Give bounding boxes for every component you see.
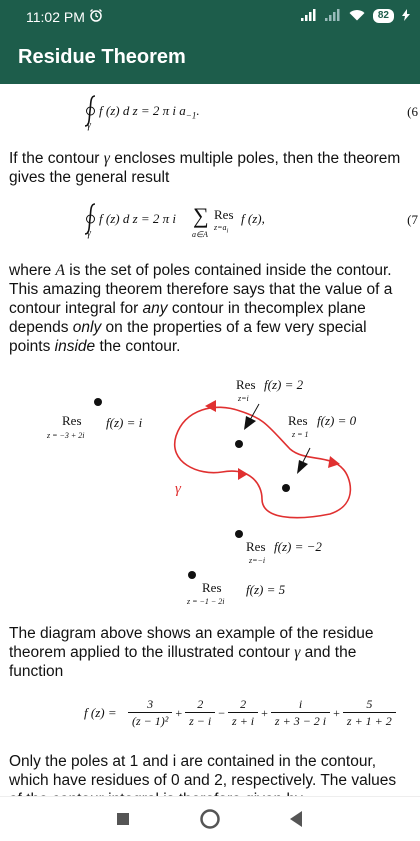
page-title: Residue Theorem <box>18 46 186 68</box>
eq3-denominator-0: (z − 1)² <box>132 714 169 728</box>
p1-pre: If the contour <box>9 150 104 167</box>
eq3-fraction-0 <box>130 697 170 729</box>
eq3-fraction-1 <box>187 697 213 729</box>
eq3-terms <box>130 688 394 738</box>
p2-only: only <box>72 319 102 336</box>
eq2-sum-sub: a∈A <box>192 230 208 239</box>
eq3-sign-3: + <box>261 705 268 720</box>
pointer-arrow-1 <box>297 460 308 474</box>
eq3-sign-4: + <box>333 705 340 720</box>
p2-c: contour in thecomplex plane depends <box>9 300 366 336</box>
residue-diagram <box>0 364 420 624</box>
res-minus-i-expr: f(z) = −2 <box>274 539 322 554</box>
signal-icon <box>301 8 317 24</box>
p2-b: is the set of poles contained inside the contour. This amazing theorem therefore says that the value of a contour integral for <box>9 262 393 317</box>
eq1-gamma: γ <box>87 120 91 131</box>
pole-1 <box>282 484 290 492</box>
p3-gamma: γ <box>294 644 301 661</box>
eq3-numerator-1: 2 <box>185 697 215 713</box>
eq3-fraction-2 <box>230 697 256 729</box>
eq1-body-text: f (z) d z = 2 π i a <box>99 103 186 118</box>
eq2-res-sub-i: i <box>226 227 229 235</box>
p3-post: and the function <box>9 644 357 680</box>
p2-inside: inside <box>54 338 96 355</box>
home-button[interactable] <box>199 808 221 835</box>
eq1-end: . <box>196 103 200 118</box>
eq3-denominator-3: z + 3 − 2 i <box>274 714 327 728</box>
equation-3 <box>0 688 420 738</box>
eq2-res: Res <box>214 207 234 222</box>
p2-any: any <box>142 300 168 317</box>
battery-badge: 82 <box>373 9 394 23</box>
status-bar <box>0 0 420 36</box>
eq2-sum: ∑ <box>193 203 209 228</box>
eq3-fraction-3 <box>273 697 328 729</box>
navigation-bar <box>0 796 420 841</box>
gamma-label: γ <box>175 481 181 497</box>
res-b-sub: z = −1 − 2i <box>187 597 225 606</box>
article-content[interactable] <box>0 84 420 796</box>
paragraph-1 <box>9 149 411 187</box>
eq3-numerator-0: 3 <box>128 697 172 713</box>
eq2-body: f (z) d z = 2 π i <box>99 211 177 226</box>
eq3-denominator-1: z − i <box>189 714 212 728</box>
eq2-res-sub-text: z=a <box>214 223 227 232</box>
res-i-sub: z=i <box>238 394 249 403</box>
wifi-icon <box>349 8 365 24</box>
eq3-sign-2: − <box>218 705 226 720</box>
eq3-lhs: f (z) = <box>84 705 117 720</box>
p2-a: where <box>9 262 56 279</box>
pole-a <box>94 398 102 406</box>
res-1-sub: z = 1 <box>292 430 309 439</box>
app-bar <box>0 36 420 84</box>
eq3-denominator-4: z + 1 + 2 <box>346 714 392 728</box>
res-b-label: Res <box>202 580 222 595</box>
res-a-label: Res <box>62 413 82 428</box>
res-i-label: Res <box>236 377 256 392</box>
eq3-sign-1: + <box>175 705 183 720</box>
contour-arrow-1 <box>238 468 248 480</box>
eq3-numerator-2: 2 <box>228 697 258 713</box>
p3-pre: The diagram above shows an example of the residue theorem applied to the illustrated contour <box>9 625 374 661</box>
back-button[interactable] <box>288 810 304 833</box>
p2-d: on the properties of a few very special points <box>9 319 367 355</box>
eq3-numerator-4: 5 <box>343 697 396 713</box>
paragraph-3 <box>9 624 411 681</box>
status-time: 11:02 PM <box>26 9 85 25</box>
res-b-expr: f(z) = 5 <box>246 582 286 597</box>
p1-post: encloses multiple poles, then the theorem gives the general result <box>9 150 401 186</box>
eq3-denominator-2: z + i <box>232 714 255 728</box>
p1-gamma: γ <box>103 150 110 167</box>
eq2-tail: f (z), <box>241 211 265 226</box>
eq3-fraction-4 <box>345 697 394 729</box>
res-minus-i-label: Res <box>246 539 266 554</box>
p2-e: the contour. <box>95 338 181 355</box>
res-a-expr: f(z) = i <box>106 415 143 430</box>
paragraph-4: Only the poles at 1 and i are contained in the contour, which have residues of 0 and 2, respectively. The values <box>9 753 397 789</box>
eq3-numerator-3: i <box>271 697 330 713</box>
pole-b <box>188 571 196 579</box>
circle-icon <box>199 808 221 830</box>
charging-icon <box>402 8 410 24</box>
p2-A: A <box>55 262 65 279</box>
pointer-arrow-i <box>244 416 256 430</box>
pole-i <box>235 440 243 448</box>
eq1-sub: −1 <box>185 110 197 121</box>
res-1-expr: f(z) = 0 <box>317 413 357 428</box>
res-i-expr: f(z) = 2 <box>264 377 304 392</box>
contour-arrow-3 <box>205 400 216 412</box>
eq2-number: (7 <box>407 212 418 227</box>
res-a-sub: z = −3 + 2i <box>47 431 85 440</box>
eq2-gamma: γ <box>87 228 91 239</box>
recents-button[interactable] <box>116 812 130 831</box>
res-1-label: Res <box>288 413 308 428</box>
square-icon <box>116 812 130 826</box>
triangle-back-icon <box>288 810 304 828</box>
paragraph-2 <box>9 261 411 356</box>
signal-icon-2 <box>325 8 341 24</box>
alarm-icon <box>89 8 103 25</box>
eq1-number: (6 <box>407 104 418 119</box>
pole-minus-i <box>235 530 243 538</box>
contour-arrow-2 <box>328 456 340 468</box>
res-minus-i-sub: z=−i <box>249 556 266 565</box>
eq1-body <box>99 103 200 121</box>
eq2-res-sub <box>214 223 228 235</box>
